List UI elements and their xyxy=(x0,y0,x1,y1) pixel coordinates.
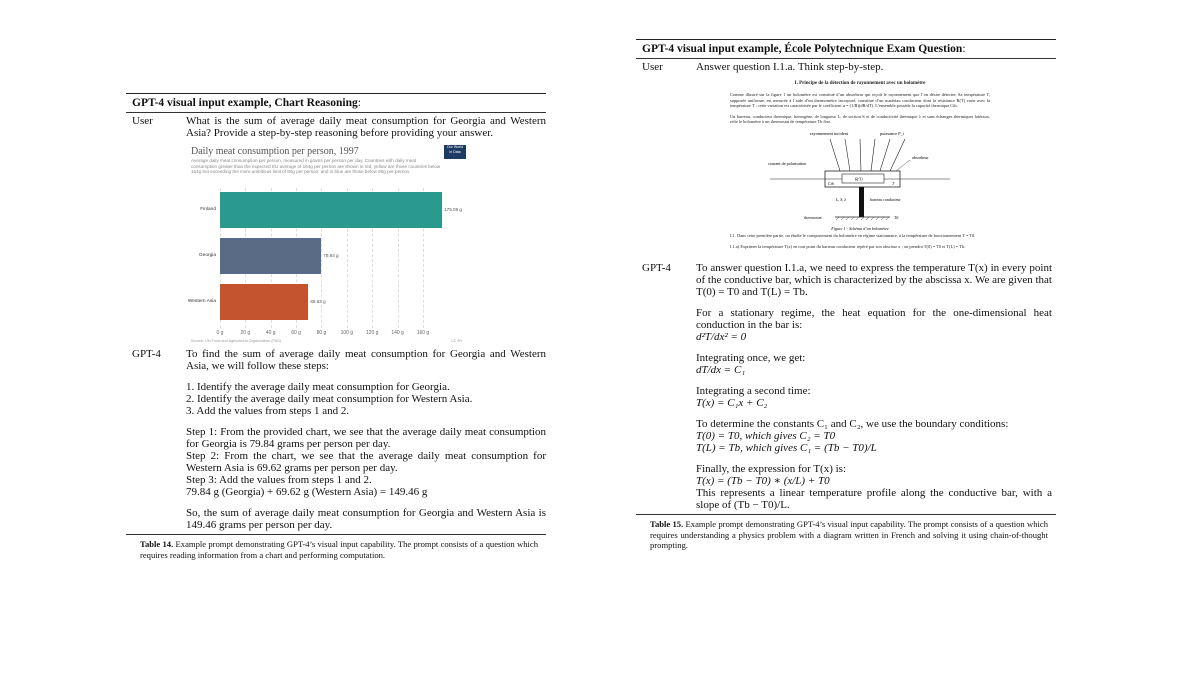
answer-paragraph: Integrating once, we get: xyxy=(696,352,806,365)
fig-incident-label: rayonnement incident xyxy=(810,131,849,137)
bottom-rule xyxy=(126,534,546,535)
fig-absorber-label: absorbeur xyxy=(912,155,929,161)
step-detail: 79.84 g (Georgia) + 69.62 g (Western Asia) = 149.46 g xyxy=(186,486,428,498)
value-label: 69.62 g xyxy=(310,299,326,304)
caption-label: Table 15. xyxy=(650,519,684,530)
left-header xyxy=(126,94,546,112)
x-tick-label: 40 g xyxy=(265,330,276,336)
x-tick-label: 160 g xyxy=(416,330,430,336)
exam-heading: I. Principe de la détection de rayonnement avec un bolomètre xyxy=(794,81,926,86)
right-panel xyxy=(636,39,1056,551)
fig-thermostat-label: thermostat xyxy=(804,215,822,221)
fig-power-label: puissance P_i xyxy=(880,131,905,137)
chart-title: Daily meat consumption per person, 1997 xyxy=(191,146,359,157)
bolometer-diagram xyxy=(730,129,990,233)
fig-t-label: T xyxy=(892,181,895,187)
answer-paragraph: To answer question I.1.a, we need to express the temperature T(x) in every point of the conductive bar, which is characterized by the abscissa x. We are given that T(0) = T0 and T(L) = Tb. xyxy=(696,262,1052,299)
header-rule xyxy=(126,112,546,113)
exam-paragraph: I.1.a) Exprimer la température T(x) en tout point du barreau conducteur repéré par son abscisse x ; on prendra T(0) = T0 et T(L) = Tb. xyxy=(730,243,966,249)
equation: T(0) = T0, which gives C₂ = T0 xyxy=(696,430,836,443)
owid-logo-line1: Our World xyxy=(446,145,464,149)
user-row xyxy=(126,115,546,342)
caption-text: Example prompt demonstrating GPT-4’s visual input capability. The prompt consists of a question which requires reading information from a chart and performing computation. xyxy=(140,539,538,560)
user-prompt: Answer question I.1.a. Think step-by-step. xyxy=(696,61,884,73)
radiation-arrows xyxy=(830,139,905,171)
x-tick-label: 60 g xyxy=(291,330,301,336)
answer-paragraph: This represents a linear temperature profile along the conductive bar, with a slope of (Tb − T0)/L. xyxy=(696,487,1052,512)
fig-current-label: courant de polarisation xyxy=(768,161,807,167)
step-list-item: 3. Add the values from steps 1 and 2. xyxy=(186,405,350,417)
fig-cth-label: Cth xyxy=(828,181,834,187)
gpt-row xyxy=(636,262,1056,511)
resistor-box xyxy=(842,174,884,183)
category-label: Georgia xyxy=(198,253,216,258)
user-role: User xyxy=(642,61,663,73)
answer-paragraph: Integrating a second time: xyxy=(696,385,811,398)
equation: T(L) = Tb, which gives C₁ = (Tb − T0)/L xyxy=(696,442,877,455)
bar-georgia xyxy=(220,238,321,274)
equation: d²T/dx² = 0 xyxy=(696,331,747,344)
exam-question-image xyxy=(730,81,990,249)
step-detail: Step 1: From the provided chart, we see that the average daily meat consumption for Georgia is 79.84 grams per person per day. xyxy=(186,426,546,450)
right-header-suffix: : xyxy=(962,43,966,55)
answer-paragraph: To determine the constants C₁ and C₂, we use the boundary conditions: xyxy=(696,418,1009,431)
header-rule xyxy=(636,58,1056,59)
x-tick-label: 20 g xyxy=(240,330,251,336)
value-label: 79.84 g xyxy=(323,253,339,258)
exam-paragraph: Comme illustré sur la figure 1 un bolomètre est constitué d’un absorbeur qui reçoit le rayonnement que l’on désire détecter. Sa température T, supposée uniforme, est mesurée à l’aide d’un thermomètre incorporé, constitué d’un matériau conducteur dont la résistance R(T) varie avec la température T ; cette variation est caractérisée par le coefficient α = (1/R)(dR/dT). L’ensemble possède la capacité thermique Cth. xyxy=(730,92,990,109)
fig-bar-label: barreau conducteur xyxy=(870,197,901,203)
x-tick-label: 140 g xyxy=(391,330,404,336)
answer-paragraph: For a stationary regime, the heat equation for the one-dimensional heat conduction in the bar is: xyxy=(696,307,1052,332)
right-header-title: GPT-4 visual input example, École Polytechnique Exam Question xyxy=(642,43,963,55)
value-label: 175.09 g xyxy=(444,207,462,212)
table-caption xyxy=(650,519,1048,551)
caption-label: Table 14. xyxy=(140,539,174,549)
table-caption xyxy=(140,539,538,560)
fig-params-label: L, S, λ xyxy=(836,197,846,203)
equation: T(x) = C₁x + C₂ xyxy=(696,397,768,410)
left-header-suffix: : xyxy=(357,97,361,109)
conclusion: So, the sum of average daily meat consumption for Georgia and Western Asia is 149.46 grams per person per day. xyxy=(186,507,546,531)
chart-subtitle: Average daily meat consumption per person, measured in grams per person per day. Countries with daily meat consumption greater than the expected EU average of 164g per person are shown in red; yellow are those countries below 164g but exceeding the more ambitious limit of 80g per person; and in blue are those below 80g per person. xyxy=(191,158,441,175)
fig-caption: Figure 1 - Schéma d’un bolomètre xyxy=(831,226,889,232)
x-tick-label: 100 g xyxy=(340,330,354,336)
equation: T(x) = (Tb − T0) ∗ (x/L) + T0 xyxy=(696,475,830,488)
owid-logo-line2: in Data xyxy=(449,150,461,154)
gpt-role: GPT-4 xyxy=(132,348,161,360)
gpt-role: GPT-4 xyxy=(642,262,671,275)
step-detail: Step 3: Add the values from steps 1 and 2. xyxy=(186,474,372,486)
equation: dT/dx = C₁ xyxy=(696,364,746,377)
step-detail: Step 2: From the chart, we see that the average daily meat consumption for Western Asia is 69.62 grams per person per day. xyxy=(186,450,546,474)
user-row xyxy=(636,61,1056,254)
caption-text: Example prompt demonstrating GPT-4’s visual input capability. The prompt consists of a question which requires understanding a physics problem with a diagram written in French and solving it using chain-of-thought prompting. xyxy=(650,519,1048,551)
exam-paragraph: Un barreau, conducteur thermique, homogène, de longueur L, de section S et de conductivité thermique λ et sans échanges thermiques latéraux, relie le bolomètre à un thermostat de température Tb fixe. xyxy=(730,113,990,125)
category-label: Western Asia xyxy=(187,299,216,304)
chart-source: Source: UN Food and Agricultural Organization (FAO) xyxy=(191,339,282,343)
bar-western-asia xyxy=(220,284,308,320)
bottom-rule xyxy=(636,514,1056,515)
gpt-row xyxy=(126,348,546,531)
left-header-title: GPT-4 visual input example, Chart Reasoning xyxy=(132,97,358,109)
category-label: Finland xyxy=(200,207,216,212)
meat-consumption-chart xyxy=(186,142,476,342)
thermostat-hatch xyxy=(836,217,889,220)
step-list-item: 2. Identify the average daily meat consumption for Western Asia. xyxy=(186,393,473,405)
right-header xyxy=(636,40,1056,58)
x-tick-label: 80 g xyxy=(316,330,327,336)
x-tick-label: 0 g xyxy=(216,330,224,336)
user-role: User xyxy=(132,115,153,127)
x-tick-label: 120 g xyxy=(365,330,379,336)
exam-paragraph: I.1. Dans cette première partie, on étudie le comportement du bolomètre en régime stationnaire, à la température de fonctionnement T = T0. xyxy=(730,233,976,239)
left-panel xyxy=(126,93,546,560)
conductive-bar xyxy=(859,187,864,217)
answer-intro: To find the sum of average daily meat consumption for Georgia and Western Asia, we will follow these steps: xyxy=(186,348,546,372)
step-list-item: 1. Identify the average daily meat consumption for Georgia. xyxy=(186,381,450,393)
user-prompt: What is the sum of average daily meat consumption for Georgia and Western Asia? Provide a step-by-step reasoning before providing your answer. xyxy=(186,115,546,139)
owid-logo xyxy=(444,145,466,159)
fig-tb-label: Tb xyxy=(894,215,899,221)
answer-paragraph: Finally, the expression for T(x) is: xyxy=(696,463,847,476)
fig-rt-label: R(T) xyxy=(855,176,863,182)
chart-license: CC BY xyxy=(451,339,463,343)
bar-finland xyxy=(220,192,442,228)
